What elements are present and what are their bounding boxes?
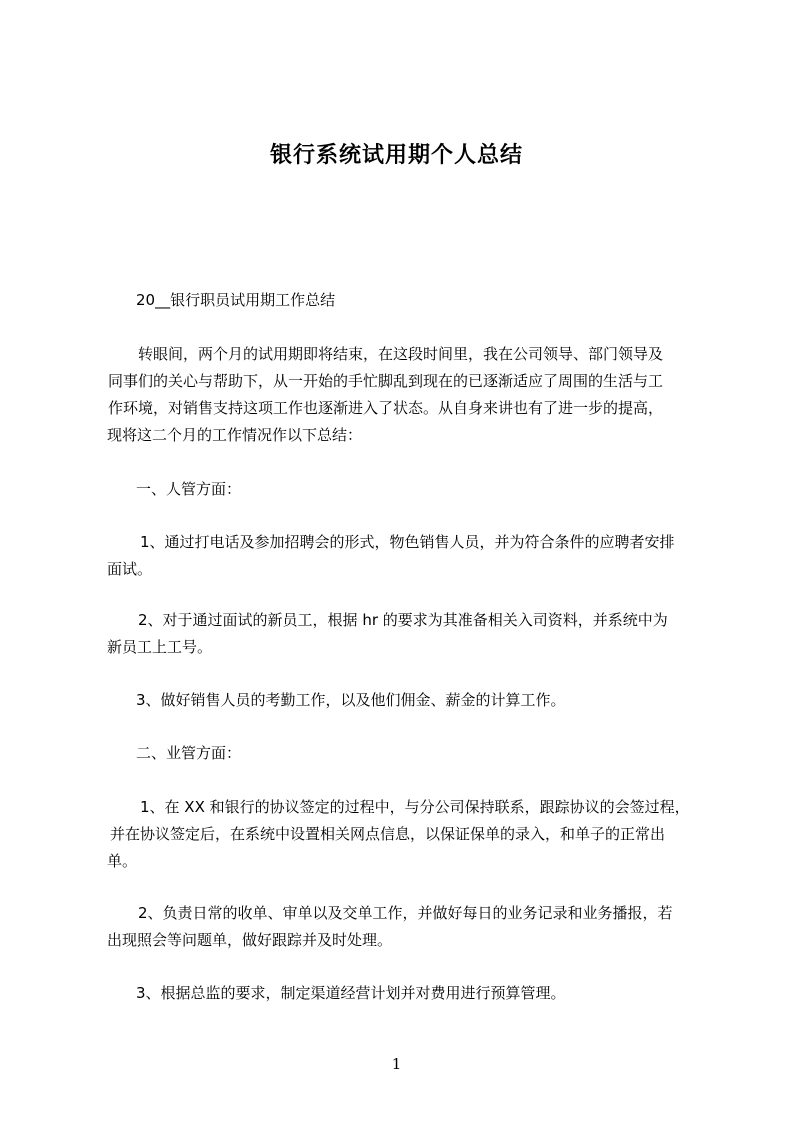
section1-item1 <box>107 529 707 583</box>
item-line: 1、通过打电话及参加招聘会的形式，物色销售人员，并为符合条件的应聘者安排 <box>140 533 675 551</box>
item-line: 2、对于通过面试的新员工，根据 hr 的要求为其准备相关入司资料，并系统中为 <box>138 611 668 629</box>
section-heading: 二、业管方面： <box>136 744 242 762</box>
item-line: 3、做好销售人员的考勤工作，以及他们佣金、薪金的计算工作。 <box>136 691 566 709</box>
item-line: 1、在 XX 和银行的协议签定的过程中，与分公司保持联系，跟踪协议的会签过程， <box>140 798 690 816</box>
item-line: 2、负责日常的收单、审单以及交单工作，并做好每日的业务记录和业务播报，若 <box>138 904 673 922</box>
item-line: 并在协议签定后，在系统中设置相关网点信息，以保证保单的录入，和单子的正常出 <box>110 825 666 843</box>
section1-item2 <box>107 607 707 661</box>
section1-item3 <box>107 687 707 714</box>
subtitle <box>136 287 736 314</box>
section1-heading <box>136 476 736 503</box>
item-line: 3、根据总监的要求，制定渠道经营计划并对费用进行预算管理。 <box>136 984 566 1002</box>
subtitle-line: 20__银行职员试用期工作总结 <box>136 291 336 309</box>
intro-line: 转眼间，两个月的试用期即将结束，在这段时间里，我在公司领导、部门领导及 <box>138 345 664 363</box>
section-heading: 一、人管方面： <box>136 480 242 498</box>
section2-item3 <box>107 980 707 1007</box>
intro-line: 同事们的关心与帮助下，从一开始的手忙脚乱到现在的已逐渐适应了周围的生活与工 <box>108 372 664 390</box>
intro-paragraph <box>107 341 707 449</box>
section2-heading <box>136 740 736 767</box>
page-number: 1 <box>391 1055 402 1073</box>
document-title: 银行系统试用期个人总结 <box>269 143 523 168</box>
item-line: 新员工上工号。 <box>107 638 213 656</box>
item-line: 出现照会等问题单，做好跟踪并及时处理。 <box>107 931 393 949</box>
intro-line: 现将这二个月的工作情况作以下总结： <box>107 426 363 444</box>
item-line: 单。 <box>107 852 138 870</box>
section2-item2 <box>107 900 707 954</box>
section2-item1 <box>107 794 707 875</box>
item-line: 面试。 <box>107 560 153 578</box>
intro-line: 作环境，对销售支持这项工作也逐渐进入了状态。从自身来讲也有了进一步的提高， <box>108 399 664 417</box>
